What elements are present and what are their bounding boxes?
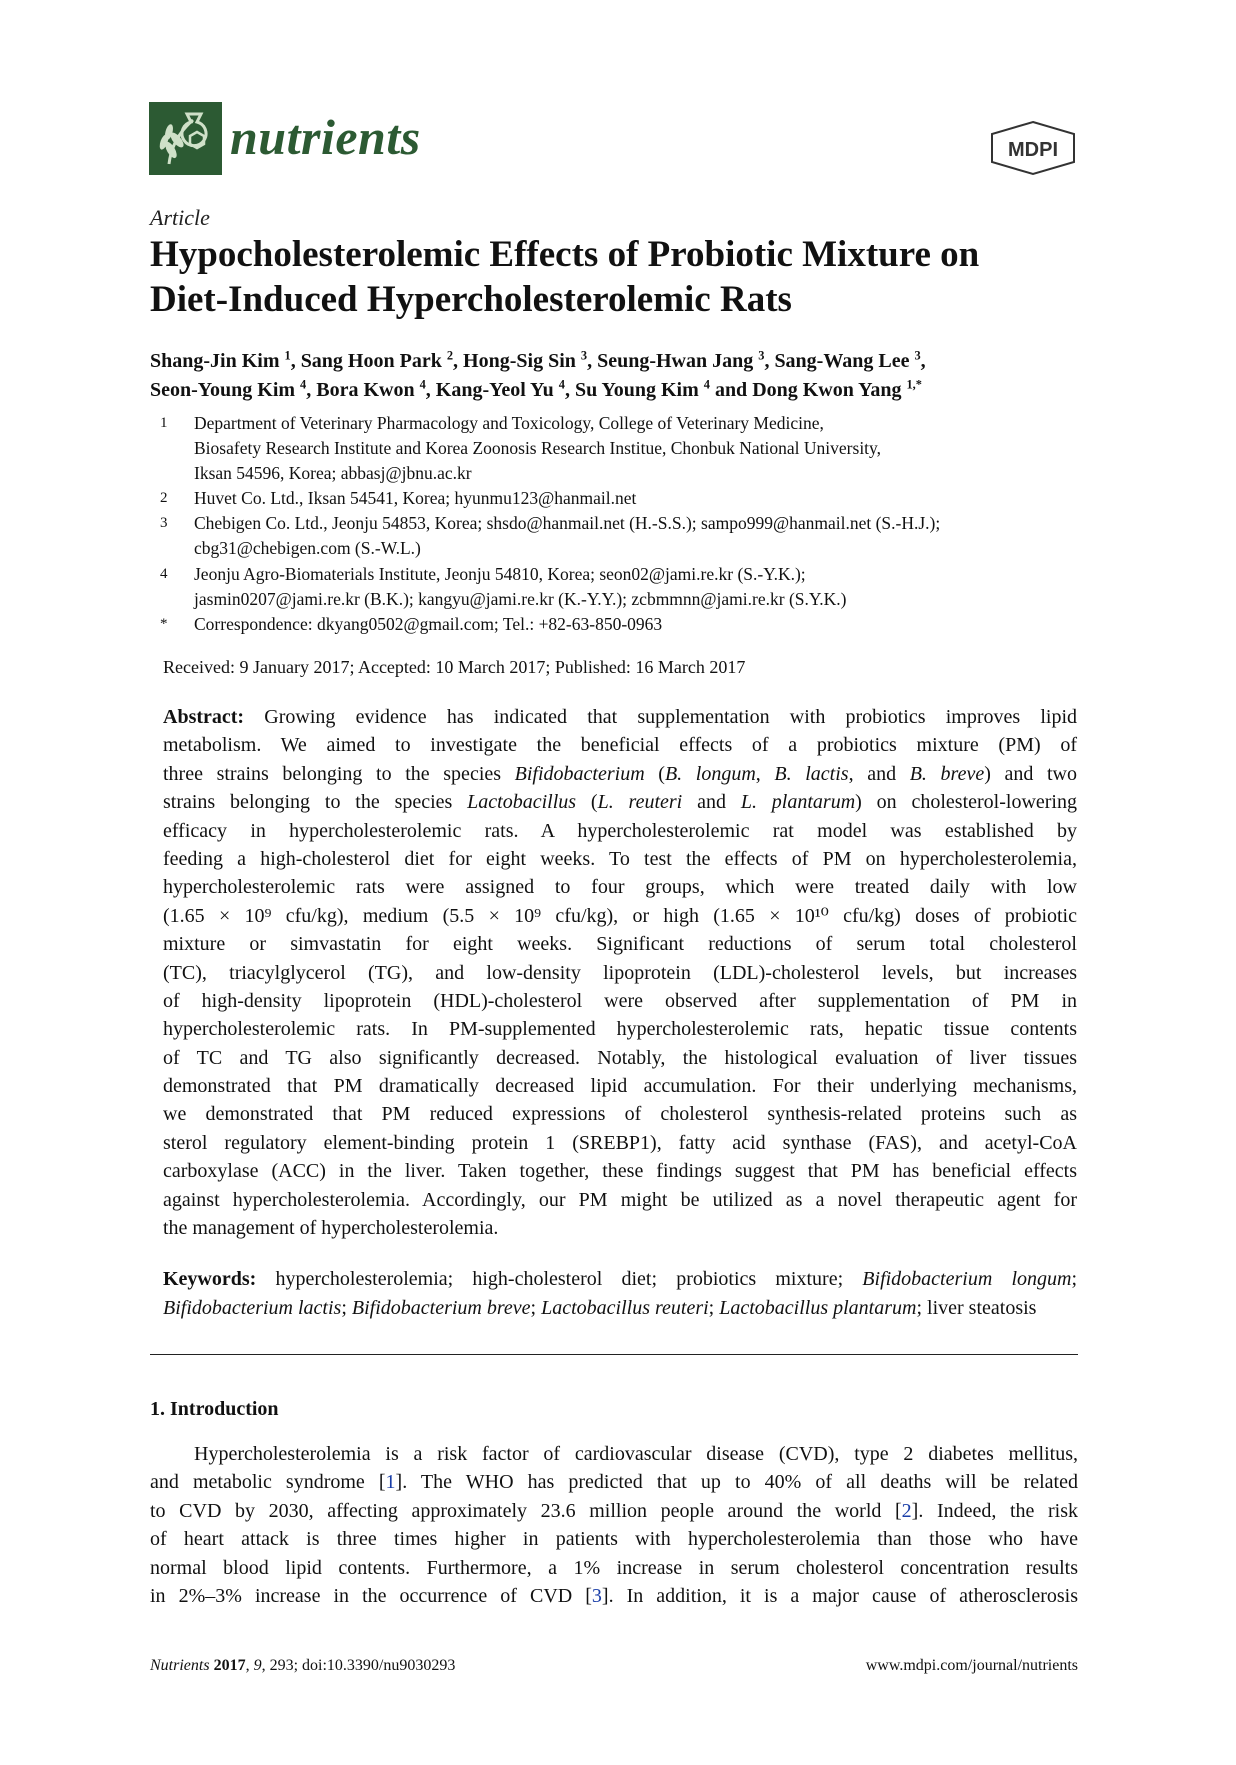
article-type: Article	[150, 205, 210, 230]
footer-url[interactable]: www.mdpi.com/journal/nutrients	[865, 1657, 1078, 1674]
abstract-line: three strains belonging to the species Bifidobacterium (B. longum, B. lactis, and B. breve) and two	[163, 762, 1077, 785]
abstract-line: feeding a high-cholesterol diet for eight weeks. To test the effects of PM on hypercholesterolemia,	[163, 847, 1077, 870]
abstract-line: hypercholesterolemic rats. In PM-supplemented hypercholesterolemic rats, hepatic tissue contents	[163, 1018, 1077, 1041]
intro-line: and metabolic syndrome [1]. The WHO has predicted that up to 40% of all deaths will be related	[150, 1471, 1078, 1494]
abstract	[163, 703, 1077, 1242]
abstract-line: of high-density lipoprotein (HDL)-cholesterol were observed after supplementation of PM in	[163, 989, 1077, 1012]
intro-line: normal blood lipid contents. Furthermore, a 1% increase in serum cholesterol concentration results	[150, 1556, 1078, 1579]
keywords	[163, 1265, 1077, 1323]
abstract-line: demonstrated that PM dramatically decreased lipid accumulation. For their underlying mechanisms,	[163, 1075, 1077, 1098]
author-line: Seon-Young Kim $^4$, Bora Kwon $^4$, Kang-Yeol Yu $^4$, Su Young Kim $^4$ and Dong Kwon Yang $^{1,*}$	[150, 377, 922, 401]
title-line: Hypocholesterolemic Effects of Probiotic Mixture on	[150, 234, 980, 275]
affiliation-line: Iksan 54596, Korea; abbasj@jbnu.ac.kr	[194, 463, 472, 483]
author-name: Seon-Young Kim	[150, 379, 296, 401]
section-divider	[150, 1354, 1078, 1355]
author-name: Kang-Yeol Yu	[435, 379, 554, 401]
mdpi-logo	[988, 120, 1078, 176]
author-affiliation-sup: 4	[300, 377, 307, 392]
intro-line: in 2%–3% increase in the occurrence of CVD [3]. In addition, it is a major cause of atherosclerosis	[150, 1584, 1078, 1607]
abstract-text: Growing evidence has indicated that supplementation with probiotics improves lipid	[264, 706, 1078, 728]
author-name: Sang Hoon Park	[300, 350, 442, 372]
affiliation-line: jasmin0207@jami.re.kr (B.K.); kangyu@jami.re.kr (K.-Y.Y.); zcbmmnn@jami.re.kr (S.Y.K.)	[194, 589, 847, 609]
affiliation-line: Department of Veterinary Pharmacology and Toxicology, College of Veterinary Medicine,	[194, 413, 824, 433]
author-affiliation-sup: 1,*	[906, 377, 922, 392]
journal-logo	[149, 102, 222, 175]
author-affiliation-sup: 3	[758, 348, 765, 363]
keywords-label: Keywords:	[163, 1268, 257, 1290]
keywords-line	[163, 1265, 1077, 1294]
author-name: Seung-Hwan Jang	[597, 350, 754, 372]
affiliation-line: cbg31@chebigen.com (S.-W.L.)	[194, 538, 421, 558]
affiliation-line: Huvet Co. Ltd., Iksan 54541, Korea; hyunmu123@hanmail.net	[194, 488, 637, 508]
author-affiliation-sup: 4	[419, 377, 426, 392]
paper-title	[150, 232, 1110, 322]
author-affiliation-sup: 3	[580, 348, 588, 363]
abstract-line: hypercholesterolemic rats were assigned to four groups, which were treated daily with low	[163, 876, 1077, 899]
abstract-line: metabolism. We aimed to investigate the beneficial effects of a probiotics mixture (PM) of	[163, 734, 1077, 757]
title-line: Diet-Induced Hypercholesterolemic Rats	[150, 279, 792, 320]
affiliation-line: Chebigen Co. Ltd., Jeonju 54853, Korea; shsdo@hanmail.net (H.-S.S.); sampo999@hanmail.net (S.-H.J.);	[194, 513, 941, 533]
abstract-label: Abstract:	[163, 706, 245, 728]
author-list	[150, 347, 1110, 405]
author-affiliation-sup: 4	[558, 377, 565, 392]
author-name: Hong-Sig Sin	[463, 350, 576, 372]
abstract-line	[163, 703, 1077, 731]
citation-link: 3	[591, 1584, 602, 1607]
affiliation-mark: 3	[160, 515, 168, 531]
affiliation-mark: 1	[160, 415, 168, 431]
abstract-line: sterol regulatory element-binding protein 1 (SREBP1), fatty acid synthase (FAS), and acetyl-CoA	[163, 1131, 1077, 1154]
author-affiliation-sup: 2	[446, 348, 454, 363]
abstract-line: strains belonging to the species Lactobacillus (L. reuteri and L. plantarum) on cholesterol-lowering	[163, 791, 1077, 814]
intro-line: of heart attack is three times higher in patients with hypercholesterolemia than those who have	[150, 1528, 1078, 1551]
abstract-line: of TC and TG also significantly decreased. Notably, the histological evaluation of liver tissues	[163, 1046, 1077, 1069]
author-name: Dong Kwon Yang	[752, 379, 902, 401]
section-heading: 1. Introduction	[150, 1398, 279, 1420]
author-affiliation-sup: 3	[914, 348, 921, 363]
abstract-line: carboxylase (ACC) in the liver. Taken together, these findings suggest that PM has beneficial effects	[163, 1160, 1077, 1183]
affiliation-mark: 2	[160, 490, 168, 506]
author-affiliation-sup: 1	[284, 348, 291, 363]
abstract-line: mixture or simvastatin for eight weeks. Significant reductions of serum total cholesterol	[163, 933, 1077, 956]
svg-text:MDPI: MDPI	[1008, 139, 1058, 161]
abstract-line: against hypercholesterolemia. Accordingly, our PM might be utilized as a novel therapeutic agent for	[163, 1188, 1077, 1211]
affiliation-line: Biosafety Research Institute and Korea Zoonosis Research Institue, Chonbuk National University,	[194, 438, 882, 458]
author-name: Bora Kwon	[316, 379, 415, 401]
abstract-line: (TC), triacylglycerol (TG), and low-density lipoprotein (LDL)-cholesterol levels, but increases	[163, 961, 1077, 984]
keywords-text: hypercholesterolemia; high-cholesterol diet; probiotics mixture; Bifidobacterium longum;	[275, 1268, 1078, 1290]
abstract-line: efficacy in hypercholesterolemic rats. A hypercholesterolemic rat model was established by	[163, 819, 1077, 842]
introduction-body	[150, 1440, 1078, 1610]
citation-link: 2	[901, 1499, 912, 1522]
intro-line: Hypercholesterolemia is a risk factor of cardiovascular disease (CVD), type 2 diabetes mellitus,	[194, 1443, 1078, 1465]
affiliation-line: Correspondence: dkyang0502@gmail.com; Tel.: +82-63-850-0963	[194, 614, 663, 634]
author-name: Shang-Jin Kim	[150, 350, 280, 372]
citation-link: 1	[385, 1471, 396, 1494]
intro-line: to CVD by 2030, affecting approximately 23.6 million people around the world [2]. Indeed, the risk	[150, 1499, 1078, 1522]
author-affiliation-sup: 4	[703, 377, 710, 392]
wheat-flask-icon	[149, 102, 222, 175]
author-name: Su Young Kim	[574, 379, 699, 401]
journal-name: nutrients	[230, 109, 421, 165]
affiliation-mark: 4	[160, 566, 168, 582]
author-name: Sang-Wang Lee	[774, 350, 910, 372]
author-line: Shang-Jin Kim $^1$, Sang Hoon Park $^2$, Hong-Sig Sin $^3$, Seung-Hwan Jang $^3$, Sang-Wang Lee $^3$,	[150, 348, 926, 372]
abstract-line: we demonstrated that PM reduced expressions of cholesterol synthesis-related proteins such as	[163, 1103, 1077, 1126]
affiliation-line: Jeonju Agro-Biomaterials Institute, Jeonju 54810, Korea; seon02@jami.re.kr (S.-Y.K.);	[194, 564, 806, 584]
affiliation-mark: *	[160, 616, 168, 632]
abstract-line: (1.65 × 10⁹ cfu/kg), medium (5.5 × 10⁹ cfu/kg), or high (1.65 × 10¹⁰ cfu/kg) doses of probiotic	[163, 904, 1077, 927]
keywords-line: Bifidobacterium lactis; Bifidobacterium breve; Lactobacillus reuteri; Lactobacillus plantarum; liver steatosis	[163, 1297, 1037, 1319]
footer-citation: Nutrients 2017, 9, 293; doi:10.3390/nu9030293	[150, 1657, 456, 1674]
abstract-line: the management of hypercholesterolemia.	[163, 1217, 499, 1240]
publication-dates: Received: 9 January 2017; Accepted: 10 March 2017; Published: 16 March 2017	[163, 657, 746, 677]
